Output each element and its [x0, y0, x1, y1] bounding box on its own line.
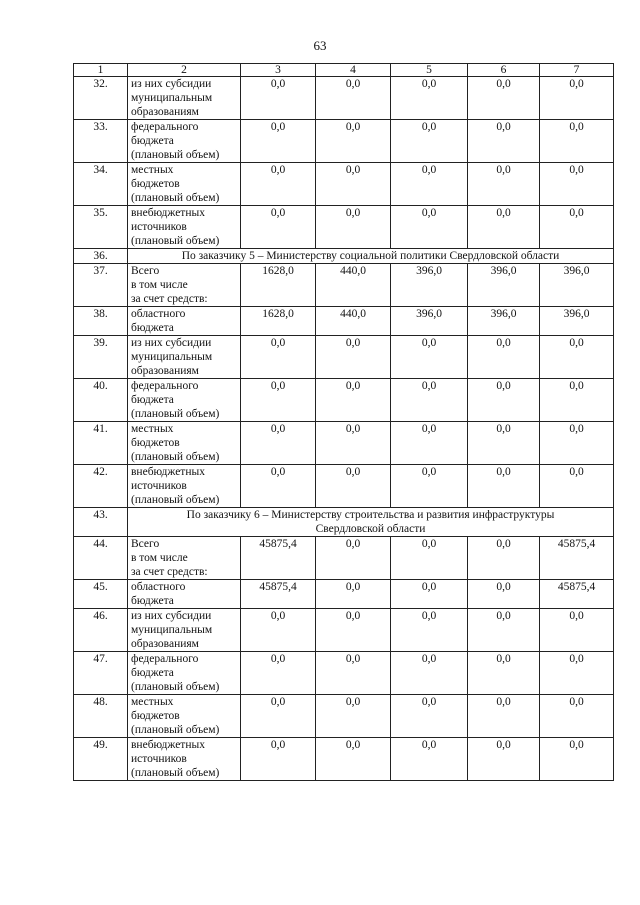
row-label-line: бюджета	[131, 322, 174, 334]
row-label	[128, 465, 241, 508]
section-title	[128, 249, 614, 264]
value-cell: 0,0	[540, 120, 614, 163]
row-label-line: федерального	[131, 653, 199, 665]
value-cell: 0,0	[468, 695, 540, 738]
section-row	[74, 249, 614, 264]
table-row	[74, 609, 614, 652]
value-cell: 0,0	[241, 77, 316, 120]
value-cell: 0,0	[468, 422, 540, 465]
table-row	[74, 206, 614, 249]
column-header: 1	[74, 64, 128, 77]
row-label-line: муниципальным	[131, 351, 213, 363]
row-number: 41.	[74, 422, 128, 465]
value-cell: 0,0	[391, 120, 468, 163]
table-row	[74, 163, 614, 206]
row-label-line: федерального	[131, 380, 199, 392]
row-number: 33.	[74, 120, 128, 163]
value-cell: 0,0	[468, 206, 540, 249]
table-row	[74, 537, 614, 580]
value-cell: 0,0	[316, 465, 391, 508]
row-label-line: Всего	[131, 265, 160, 277]
row-label-line: бюджетов	[131, 178, 180, 190]
value-cell: 0,0	[241, 465, 316, 508]
value-cell: 0,0	[468, 120, 540, 163]
value-cell: 0,0	[241, 695, 316, 738]
row-label	[128, 163, 241, 206]
column-header: 5	[391, 64, 468, 77]
row-label	[128, 264, 241, 307]
row-label-line: (плановый объем)	[131, 235, 220, 247]
value-cell: 0,0	[316, 379, 391, 422]
value-cell: 1628,0	[241, 307, 316, 336]
value-cell: 0,0	[316, 695, 391, 738]
value-cell: 0,0	[540, 379, 614, 422]
value-cell: 0,0	[468, 77, 540, 120]
row-label	[128, 336, 241, 379]
row-label-line: (плановый объем)	[131, 408, 220, 420]
value-cell: 0,0	[316, 537, 391, 580]
table-body	[74, 64, 614, 781]
row-label-line: (плановый объем)	[131, 451, 220, 463]
row-number: 38.	[74, 307, 128, 336]
value-cell: 1628,0	[241, 264, 316, 307]
value-cell: 0,0	[540, 465, 614, 508]
row-label-line: местных	[131, 696, 174, 708]
row-label-line: муниципальным	[131, 92, 213, 104]
row-label-line: (плановый объем)	[131, 681, 220, 693]
value-cell: 0,0	[540, 336, 614, 379]
table-row	[74, 652, 614, 695]
table-row	[74, 379, 614, 422]
row-label-line: за счет средств:	[131, 566, 208, 578]
row-number: 48.	[74, 695, 128, 738]
value-cell: 0,0	[540, 738, 614, 781]
row-label-line: бюджета	[131, 394, 174, 406]
row-label-line: бюджета	[131, 667, 174, 679]
value-cell: 0,0	[468, 537, 540, 580]
row-number: 37.	[74, 264, 128, 307]
value-cell: 0,0	[540, 652, 614, 695]
column-header: 6	[468, 64, 540, 77]
row-label-line: источников	[131, 480, 187, 492]
value-cell: 0,0	[540, 206, 614, 249]
row-label	[128, 609, 241, 652]
row-label-line: бюджета	[131, 135, 174, 147]
value-cell: 0,0	[391, 422, 468, 465]
row-number: 36.	[74, 249, 128, 264]
row-label	[128, 422, 241, 465]
table-row	[74, 264, 614, 307]
value-cell: 0,0	[391, 163, 468, 206]
row-label-line: внебюджетных	[131, 207, 205, 219]
table-row	[74, 120, 614, 163]
value-cell: 396,0	[391, 264, 468, 307]
row-number: 47.	[74, 652, 128, 695]
value-cell: 0,0	[241, 738, 316, 781]
row-label-line: муниципальным	[131, 624, 213, 636]
row-label-line: из них субсидии	[131, 337, 212, 349]
value-cell: 0,0	[468, 609, 540, 652]
value-cell: 0,0	[241, 379, 316, 422]
value-cell: 0,0	[241, 652, 316, 695]
column-header: 4	[316, 64, 391, 77]
value-cell: 0,0	[540, 609, 614, 652]
column-header: 7	[540, 64, 614, 77]
row-label-line: из них субсидии	[131, 610, 212, 622]
row-label-line: в том числе	[131, 279, 188, 291]
value-cell: 396,0	[540, 307, 614, 336]
row-number: 43.	[74, 508, 128, 537]
value-cell: 0,0	[391, 580, 468, 609]
row-label-line: образованиям	[131, 106, 199, 118]
row-label-line: (плановый объем)	[131, 192, 220, 204]
value-cell: 0,0	[391, 738, 468, 781]
table-row	[74, 422, 614, 465]
row-label	[128, 580, 241, 609]
value-cell: 0,0	[316, 609, 391, 652]
row-label-line: федерального	[131, 121, 199, 133]
row-number: 46.	[74, 609, 128, 652]
value-cell: 0,0	[540, 422, 614, 465]
value-cell: 0,0	[468, 738, 540, 781]
row-label-line: (плановый объем)	[131, 494, 220, 506]
section-title-line: По заказчику 6 – Министерству строительства и развития инфраструктуры	[186, 509, 555, 521]
value-cell: 0,0	[241, 120, 316, 163]
value-cell: 45875,4	[241, 580, 316, 609]
row-label-line: из них субсидии	[131, 78, 212, 90]
value-cell: 0,0	[241, 163, 316, 206]
value-cell: 0,0	[468, 465, 540, 508]
table-row	[74, 738, 614, 781]
value-cell: 0,0	[316, 163, 391, 206]
row-label	[128, 379, 241, 422]
row-label	[128, 537, 241, 580]
value-cell: 0,0	[316, 652, 391, 695]
value-cell: 0,0	[391, 336, 468, 379]
value-cell: 0,0	[468, 580, 540, 609]
value-cell: 0,0	[540, 77, 614, 120]
value-cell: 0,0	[391, 537, 468, 580]
table-row	[74, 77, 614, 120]
row-label-line: бюджета	[131, 595, 174, 607]
row-label-line: местных	[131, 164, 174, 176]
row-number: 40.	[74, 379, 128, 422]
table-row	[74, 580, 614, 609]
row-label-line: местных	[131, 423, 174, 435]
value-cell: 0,0	[316, 120, 391, 163]
value-cell: 0,0	[316, 738, 391, 781]
table-row	[74, 465, 614, 508]
row-label	[128, 206, 241, 249]
value-cell: 45875,4	[241, 537, 316, 580]
value-cell: 0,0	[391, 465, 468, 508]
row-label-line: за счет средств:	[131, 293, 208, 305]
row-number: 35.	[74, 206, 128, 249]
row-label-line: в том числе	[131, 552, 188, 564]
row-label	[128, 695, 241, 738]
value-cell: 0,0	[316, 422, 391, 465]
table-row	[74, 307, 614, 336]
value-cell: 0,0	[316, 77, 391, 120]
value-cell: 396,0	[468, 264, 540, 307]
value-cell: 45875,4	[540, 537, 614, 580]
row-number: 42.	[74, 465, 128, 508]
row-label-line: источников	[131, 221, 187, 233]
value-cell: 0,0	[540, 695, 614, 738]
section-title	[128, 508, 614, 537]
column-header: 2	[128, 64, 241, 77]
row-label-line: бюджетов	[131, 437, 180, 449]
row-label-line: областного	[131, 308, 186, 320]
row-number: 49.	[74, 738, 128, 781]
row-label-line: Всего	[131, 538, 160, 550]
row-label-line: областного	[131, 581, 186, 593]
value-cell: 45875,4	[540, 580, 614, 609]
value-cell: 0,0	[391, 695, 468, 738]
row-label	[128, 120, 241, 163]
value-cell: 0,0	[391, 609, 468, 652]
value-cell: 0,0	[241, 609, 316, 652]
row-label-line: образованиям	[131, 365, 199, 377]
value-cell: 440,0	[316, 307, 391, 336]
row-label	[128, 77, 241, 120]
section-title-line: По заказчику 5 – Министерству социальной политики Свердловской области	[181, 250, 560, 262]
value-cell: 0,0	[391, 379, 468, 422]
row-number: 45.	[74, 580, 128, 609]
value-cell: 396,0	[540, 264, 614, 307]
value-cell: 0,0	[468, 336, 540, 379]
value-cell: 0,0	[468, 163, 540, 206]
column-header: 3	[241, 64, 316, 77]
row-label-line: (плановый объем)	[131, 149, 220, 161]
budget-table	[73, 63, 614, 781]
row-number: 32.	[74, 77, 128, 120]
row-number: 44.	[74, 537, 128, 580]
row-label-line: внебюджетных	[131, 466, 205, 478]
row-number: 39.	[74, 336, 128, 379]
row-label-line: бюджетов	[131, 710, 180, 722]
row-label-line: (плановый объем)	[131, 724, 220, 736]
row-label-line: источников	[131, 753, 187, 765]
value-cell: 396,0	[468, 307, 540, 336]
row-label	[128, 652, 241, 695]
value-cell: 0,0	[241, 422, 316, 465]
value-cell: 0,0	[316, 336, 391, 379]
value-cell: 0,0	[468, 652, 540, 695]
value-cell: 0,0	[316, 206, 391, 249]
table-row	[74, 695, 614, 738]
section-title-line: Свердловской области	[315, 523, 426, 535]
value-cell: 0,0	[316, 580, 391, 609]
row-label-line: образованиям	[131, 638, 199, 650]
row-number: 34.	[74, 163, 128, 206]
value-cell: 0,0	[391, 652, 468, 695]
value-cell: 0,0	[391, 77, 468, 120]
header-row	[74, 64, 614, 77]
value-cell: 0,0	[391, 206, 468, 249]
page-number: 63	[313, 38, 327, 53]
row-label-line: внебюджетных	[131, 739, 205, 751]
row-label-line: (плановый объем)	[131, 767, 220, 779]
value-cell: 0,0	[241, 336, 316, 379]
value-cell: 396,0	[391, 307, 468, 336]
value-cell: 0,0	[540, 163, 614, 206]
section-row	[74, 508, 614, 537]
value-cell: 0,0	[468, 379, 540, 422]
row-label	[128, 738, 241, 781]
value-cell: 0,0	[241, 206, 316, 249]
table-row	[74, 336, 614, 379]
value-cell: 440,0	[316, 264, 391, 307]
row-label	[128, 307, 241, 336]
